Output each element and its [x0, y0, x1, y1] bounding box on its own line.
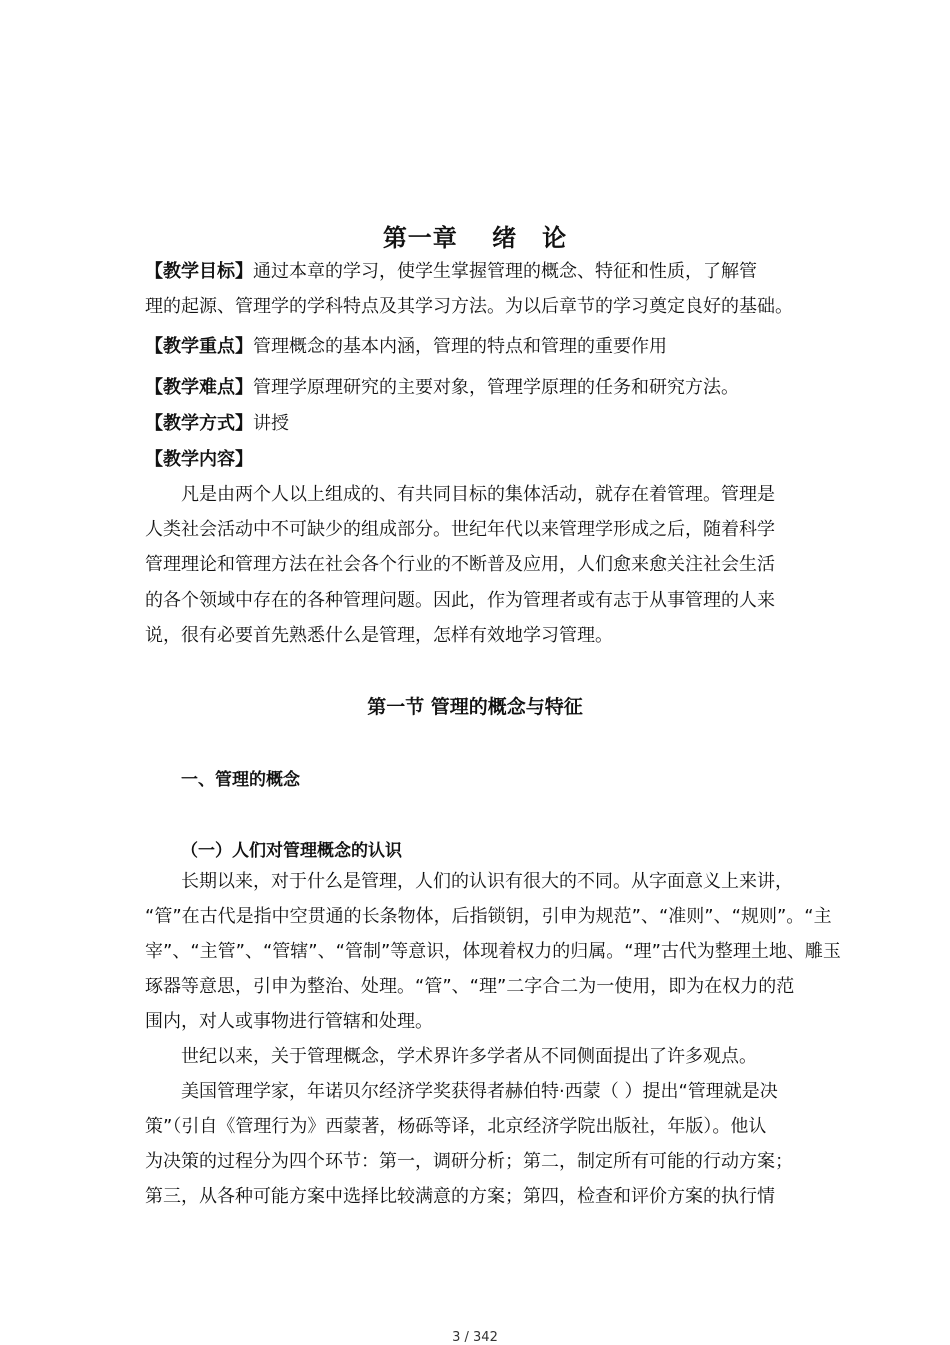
para-line: 长期以来，对于什么是管理，人们的认识有很大的不同。从字面意义上来讲， — [181, 871, 793, 892]
goal-line-2: 理的起源、管理学的学科特点及其学习方法。为以后章节的学习奠定良好的基础。 — [145, 296, 793, 317]
content-label: 【教学内容】 — [145, 449, 253, 470]
difficulty-label: 【教学难点】 — [145, 377, 253, 398]
subheading-understanding: （一）人们对管理概念的认识 — [181, 841, 402, 861]
para-line: 宰”、“主管”、“管辖”、“管制”等意识，体现着权力的归属。“理”古代为整理土地、雕玉 — [145, 941, 841, 962]
section-title: 第一节 管理的概念与特征 — [367, 696, 583, 718]
focus-label: 【教学重点】 — [145, 336, 253, 357]
subheading-concept: 一、管理的概念 — [181, 770, 300, 790]
para-line: 第三，从各种可能方案中选择比较满意的方案；第四，检查和评价方案的执行情 — [145, 1186, 775, 1207]
para-line: “管”在古代是指中空贯通的长条物体，后指锁钥，引申为规范”、“准则”、“规则”。“主 — [145, 906, 832, 927]
page-number: 3 / 342 — [452, 1330, 498, 1345]
intro-line: 管理理论和管理方法在社会各个行业的不断普及应用，人们愈来愈关注社会生活 — [145, 554, 775, 575]
focus-line — [145, 336, 667, 358]
para-line: 围内，对人或事物进行管辖和处理。 — [145, 1011, 433, 1032]
intro-line: 的各个领域中存在的各种管理问题。因此，作为管理者或有志于从事管理的人来 — [145, 590, 775, 611]
para-line: 美国管理学家，年诺贝尔经济学奖获得者赫伯特·西蒙（ ）提出“管理就是决 — [181, 1081, 778, 1102]
para-line: 世纪以来，关于管理概念，学术界许多学者从不同侧面提出了许多观点。 — [181, 1046, 757, 1067]
intro-line: 人类社会活动中不可缺少的组成部分。世纪年代以来管理学形成之后，随着科学 — [145, 519, 775, 540]
method-label: 【教学方式】 — [145, 413, 253, 434]
difficulty-line — [145, 377, 739, 399]
goal-text: 通过本章的学习，使学生掌握管理的概念、特征和性质，了解管 — [253, 261, 757, 282]
chapter-title: 第一章 绪 论 — [382, 224, 568, 252]
difficulty-text: 管理学原理研究的主要对象，管理学原理的任务和研究方法。 — [253, 377, 739, 398]
intro-line: 说，很有必要首先熟悉什么是管理，怎样有效地学习管理。 — [145, 625, 613, 646]
goal-line-1 — [145, 261, 757, 283]
para-line: 为决策的过程分为四个环节：第一，调研分析；第二，制定所有可能的行动方案； — [145, 1151, 793, 1172]
focus-text: 管理概念的基本内涵，管理的特点和管理的重要作用 — [253, 336, 667, 357]
goal-label: 【教学目标】 — [145, 261, 253, 282]
method-line — [145, 413, 289, 435]
para-line: 策”（引自《管理行为》西蒙著，杨砾等译，北京经济学院出版社，年版）。他认 — [145, 1116, 767, 1137]
method-text: 讲授 — [253, 413, 289, 434]
para-line: 琢器等意思，引申为整治、处理。“管”、“理”二字合二为一使用，即为在权力的范 — [145, 976, 795, 997]
intro-line: 凡是由两个人以上组成的、有共同目标的集体活动，就存在着管理。管理是 — [181, 484, 775, 505]
